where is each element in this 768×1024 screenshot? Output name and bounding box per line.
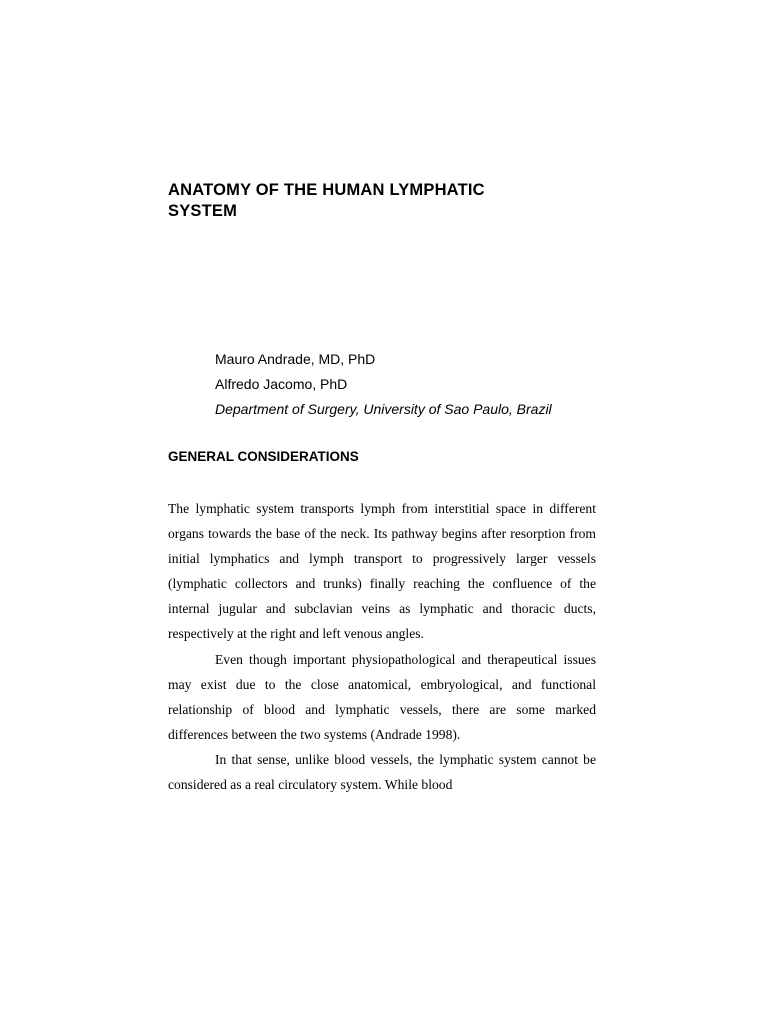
section-heading: GENERAL CONSIDERATIONS [168,449,359,464]
paragraph: In that sense, unlike blood vessels, the lymphatic system cannot be considered as a real circulatory system. While blood [168,751,596,793]
author-name: Alfredo Jacomo, PhD [215,376,348,392]
document-title [168,180,608,222]
author-name: Mauro Andrade, MD, PhD [215,351,376,367]
author-affiliation: Department of Surgery, University of Sao Paulo, Brazil [215,401,552,417]
paragraph: Even though important physiopathological and therapeutical issues may exist due to the close anatomical, embryological, and functional relationship of blood and lymphatic vessels, there are some marked differences between the two systems (Andrade 1998). [168,651,596,742]
author-block [215,347,635,422]
title-line-1: ANATOMY OF THE HUMAN LYMPHATIC [168,181,485,199]
paragraph: The lymphatic system transports lymph from interstitial space in different organs towards the base of the neck. Its pathway begins after resorption from initial lymphatics and lymph transport to progressively larger vessels (lymphatic collectors and trunks) finally reaching the confluence of the internal jugular and subclavian veins as lymphatic and thoracic ducts, respectively at the right and left venous angles. [168,501,596,642]
title-line-2: SYSTEM [168,202,238,220]
body-text [168,496,596,797]
